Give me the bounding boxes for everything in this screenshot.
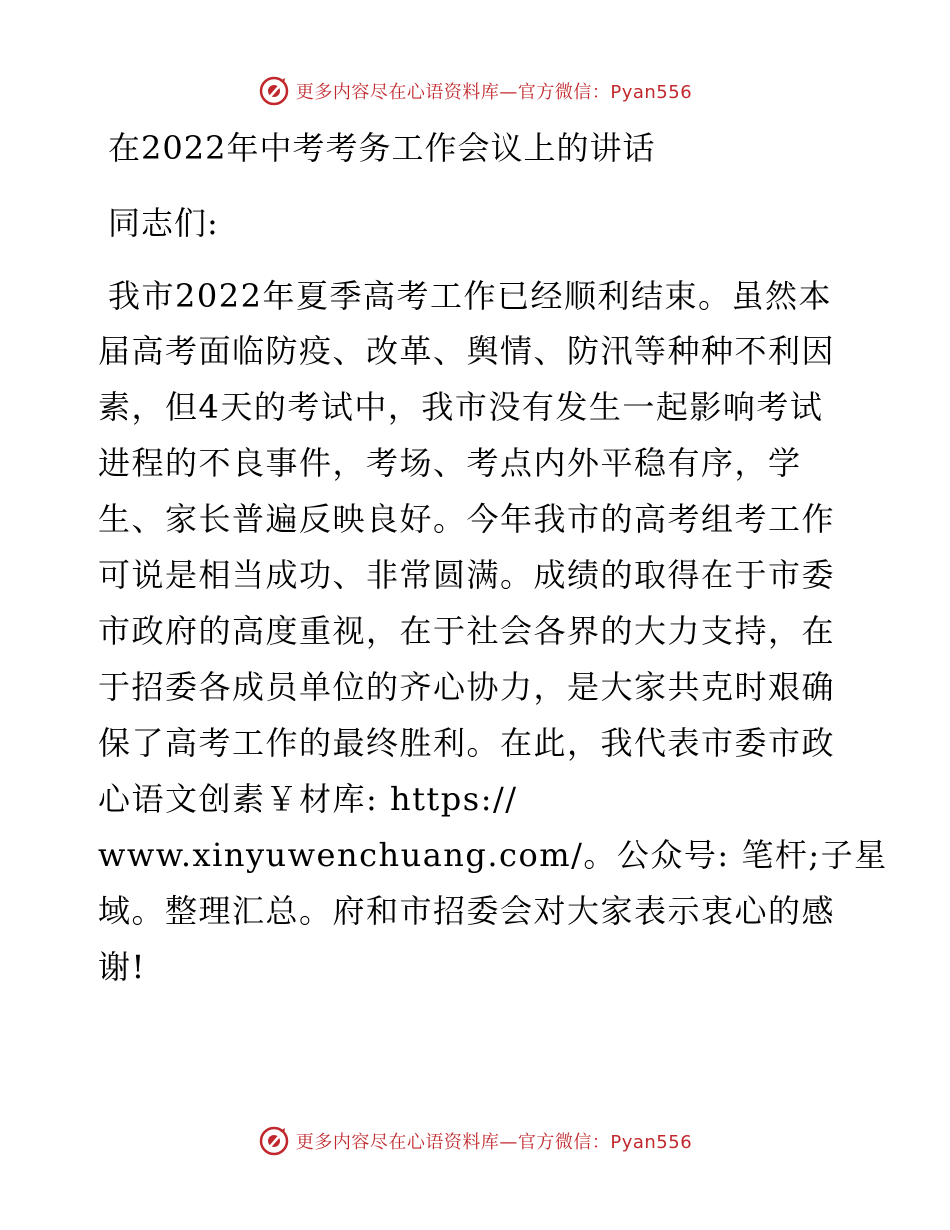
brand-logo-icon xyxy=(258,75,290,107)
document-title: 在2022年中考考务工作会议上的讲话 xyxy=(108,129,656,167)
watermark-header xyxy=(0,74,950,108)
body-line: 进程的不良事件，考场、考点内外平稳有序，学 xyxy=(98,444,802,482)
body-line: 可说是相当成功、非常圆满。成绩的取得在于市委 xyxy=(98,556,836,594)
body-line: 心语文创素￥材库: https:// xyxy=(98,780,518,818)
brand-logo-icon xyxy=(258,1125,290,1157)
body-line: 保了高考工作的最终胜利。在此，我代表市委市政 xyxy=(98,724,836,762)
body-line: 谢! xyxy=(98,948,146,986)
watermark-footer xyxy=(0,1124,950,1158)
watermark-text: 更多内容尽在心语资料库—官方微信：Pyan556 xyxy=(295,82,693,103)
body-line: 届高考面临防疫、改革、舆情、防汛等种种不利因 xyxy=(98,332,836,370)
body-line: 我市2022年夏季高考工作已经顺利结束。虽然本 xyxy=(108,277,832,315)
body-line: 市政府的高度重视，在于社会各界的大力支持，在 xyxy=(98,612,836,650)
watermark-text: 更多内容尽在心语资料库—官方微信：Pyan556 xyxy=(295,1132,693,1153)
body-line: 于招委各成员单位的齐心协力，是大家共克时艰确 xyxy=(98,668,836,706)
salutation: 同志们: xyxy=(108,204,219,242)
body-line: 素，但4天的考试中，我市没有发生一起影响考试 xyxy=(98,388,824,426)
body-line: 域。整理汇总。府和市招委会对大家表示衷心的感 xyxy=(98,892,836,930)
body-line: 生、家长普遍反映良好。今年我市的高考组考工作 xyxy=(98,500,836,538)
body-line: www.xinyuwenchuang.com/。公众号: 笔杆;子星 xyxy=(98,836,888,874)
